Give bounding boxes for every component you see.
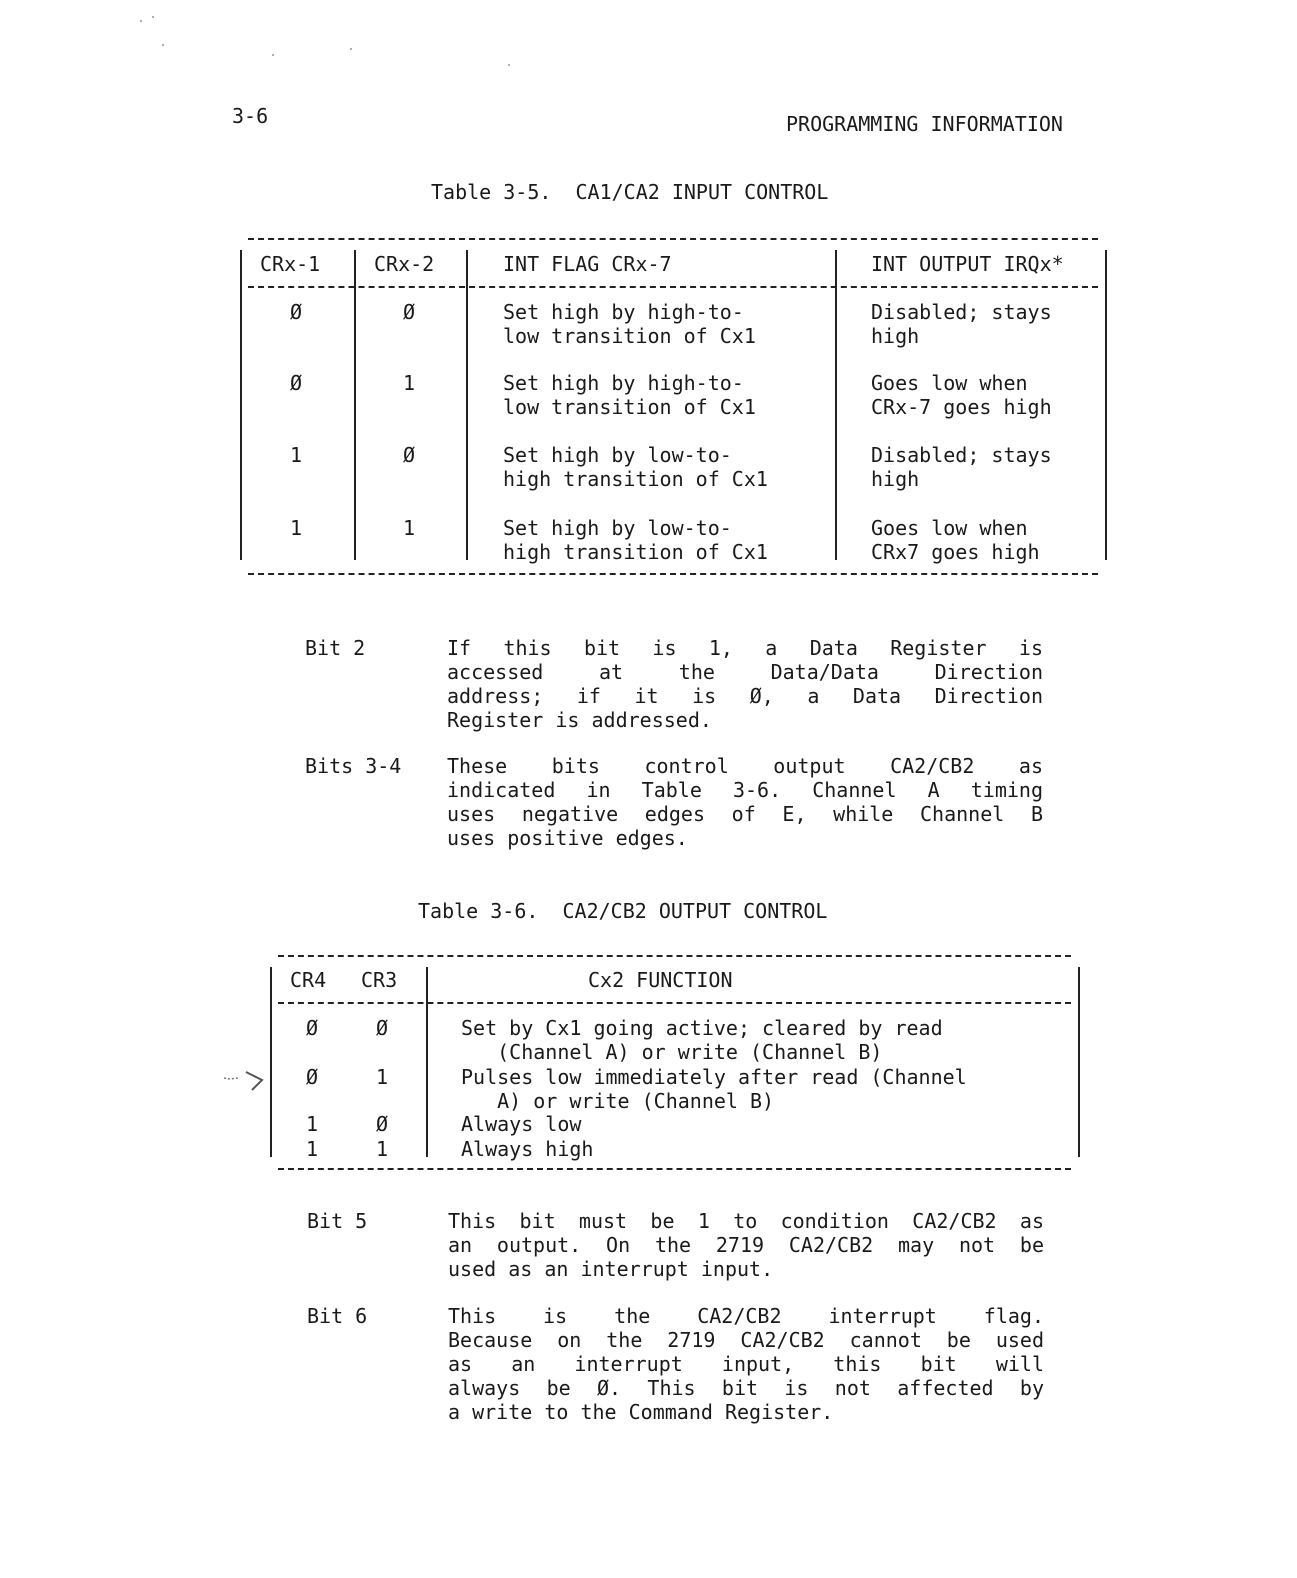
text-line: indicated in Table 3-6. Channel A timing	[447, 778, 1043, 802]
cell-output: high	[871, 324, 920, 348]
cell-output: Disabled; stays	[871, 443, 1052, 467]
text-line: uses positive edges.	[447, 826, 688, 850]
cell-output: Goes low when	[871, 516, 1028, 540]
text-line: Register is addressed.	[447, 708, 712, 732]
bit-label: Bit 2	[305, 636, 366, 660]
text-line: an output. On the 2719 CA2/CB2 may not be	[448, 1233, 1044, 1257]
table-rule-header	[278, 1002, 1071, 1004]
cell-crx2: Ø	[403, 300, 416, 324]
running-title: PROGRAMMING INFORMATION	[786, 112, 1063, 136]
cell-flag: Set high by high-to-	[503, 371, 744, 395]
cell-crx2: Ø	[403, 443, 416, 467]
bit-label: Bits 3-4	[305, 754, 402, 778]
column-header: CR4	[290, 968, 327, 992]
cell-crx2: 1	[403, 516, 416, 540]
bit-description	[447, 754, 1043, 850]
cell-cr4: 1	[306, 1137, 319, 1161]
table-border-right	[1105, 250, 1107, 560]
table-3-5-caption: Table 3-5. CA1/CA2 INPUT CONTROL	[431, 180, 829, 204]
cell-cr3: 1	[376, 1137, 389, 1161]
text-line: This bit must be 1 to condition CA2/CB2 as	[448, 1209, 1044, 1233]
column-header: CRx-1	[260, 252, 321, 276]
cell-output: CRx-7 goes high	[871, 395, 1052, 419]
cell-flag: high transition of Cx1	[503, 540, 768, 564]
table-rule-bottom	[278, 1168, 1071, 1170]
cell-crx1: 1	[290, 516, 303, 540]
text-line: These bits control output CA2/CB2 as	[447, 754, 1043, 778]
cell-crx1: Ø	[290, 300, 303, 324]
scan-speck	[272, 54, 274, 56]
column-divider	[835, 250, 837, 560]
text-line: accessed at the Data/Data Direction	[447, 660, 1043, 684]
bit-label: Bit 6	[307, 1304, 368, 1328]
scan-speck	[350, 48, 352, 50]
cell-function: A) or write (Channel B)	[461, 1089, 775, 1113]
cell-output: Disabled; stays	[871, 300, 1052, 324]
bit-label: Bit 5	[307, 1209, 368, 1233]
cell-cr3: Ø	[376, 1016, 389, 1040]
scan-speck	[152, 16, 154, 18]
bit-description	[447, 636, 1043, 732]
column-header: Cx2 FUNCTION	[588, 968, 733, 992]
cell-flag: Set high by low-to-	[503, 443, 732, 467]
scan-speck	[508, 64, 510, 66]
table-rule-bottom	[248, 573, 1098, 575]
bit-description	[448, 1304, 1044, 1424]
cell-function: Always low	[461, 1112, 582, 1136]
table-rule-top	[248, 238, 1098, 240]
cell-crx1: 1	[290, 443, 303, 467]
cell-cr4: Ø	[306, 1065, 319, 1089]
cell-function: Set by Cx1 going active; cleared by read	[461, 1016, 943, 1040]
bit-description	[448, 1209, 1044, 1281]
table-border-left	[240, 250, 242, 560]
cell-cr3: 1	[376, 1065, 389, 1089]
scan-speck	[162, 44, 164, 46]
column-divider	[466, 250, 468, 560]
cell-function: (Channel A) or write (Channel B)	[461, 1040, 883, 1064]
cell-flag: low transition of Cx1	[503, 324, 756, 348]
column-divider	[354, 250, 356, 560]
text-line: If this bit is 1, a Data Register is	[447, 636, 1043, 660]
text-line: address; if it is Ø, a Data Direction	[447, 684, 1043, 708]
text-line: used as an interrupt input.	[448, 1257, 774, 1281]
column-header: INT FLAG CRx-7	[503, 252, 672, 276]
text-line: as an interrupt input, this bit will	[448, 1352, 1044, 1376]
text-line: uses negative edges of E, while Channel B	[447, 802, 1043, 826]
text-line: Because on the 2719 CA2/CB2 cannot be used	[448, 1328, 1044, 1352]
page-number: 3-6	[232, 104, 269, 128]
column-divider	[426, 967, 428, 1157]
table-border-right	[1078, 967, 1080, 1157]
text-line: always be Ø. This bit is not affected by	[448, 1376, 1044, 1400]
table-border-left	[270, 967, 272, 1157]
cell-flag: low transition of Cx1	[503, 395, 756, 419]
cell-flag: high transition of Cx1	[503, 467, 768, 491]
cell-function: Always high	[461, 1137, 594, 1161]
column-header: CRx-2	[374, 252, 435, 276]
column-header: CR3	[361, 968, 398, 992]
cell-cr3: Ø	[376, 1112, 389, 1136]
cell-output: high	[871, 467, 920, 491]
margin-arrow-icon	[222, 1068, 268, 1094]
cell-crx2: 1	[403, 371, 416, 395]
scan-speck	[140, 20, 142, 22]
cell-output: Goes low when	[871, 371, 1028, 395]
column-header: INT OUTPUT IRQx*	[871, 252, 1064, 276]
cell-function: Pulses low immediately after read (Channel	[461, 1065, 967, 1089]
cell-cr4: Ø	[306, 1016, 319, 1040]
cell-cr4: 1	[306, 1112, 319, 1136]
table-3-6-caption: Table 3-6. CA2/CB2 OUTPUT CONTROL	[418, 899, 828, 923]
cell-flag: Set high by high-to-	[503, 300, 744, 324]
table-rule-top	[278, 955, 1071, 957]
cell-output: CRx7 goes high	[871, 540, 1040, 564]
text-line: This is the CA2/CB2 interrupt flag.	[448, 1304, 1044, 1328]
cell-flag: Set high by low-to-	[503, 516, 732, 540]
text-line: a write to the Command Register.	[448, 1400, 834, 1424]
table-rule-header	[248, 286, 1098, 288]
cell-crx1: Ø	[290, 371, 303, 395]
